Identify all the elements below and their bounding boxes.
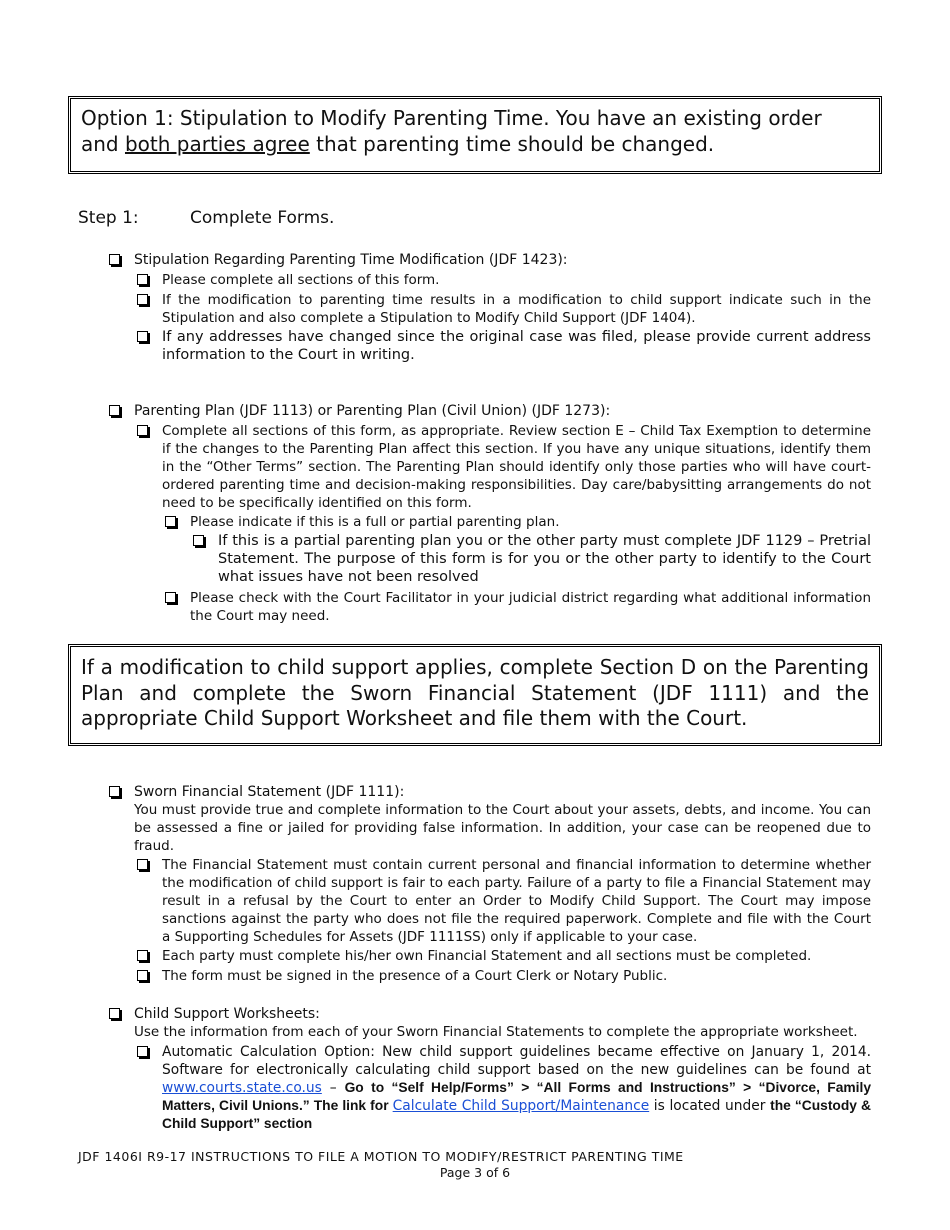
parenting-plan-sub-1a-text: Please indicate if this is a full or partial parenting plan. (190, 514, 560, 530)
parenting-plan-sub-1-text: Complete all sections of this form, as appropriate. Review section E – Child Tax Exemption to determine if the changes to the Parenting Plan affect this section. If you have any unique situations, identify them in the “Other Terms” section. The Parenting Plan should identify only those parties who will have court-ordered parenting time and decision-making responsibilities. Day care/babysitting arrangements do not need to be specifically identified on this form. (162, 423, 871, 511)
financial-statement-sub-2 (162, 947, 871, 965)
stipulation-sub-1 (162, 271, 871, 289)
stipulation-item (134, 251, 874, 269)
worksheets-item (134, 1005, 874, 1023)
checkbox-icon[interactable] (137, 331, 148, 342)
checkbox-icon[interactable] (109, 254, 120, 265)
courts-website-link[interactable]: www.courts.state.co.us (162, 1080, 322, 1096)
auto-calc-section: the “Custody & Child Support” section (162, 1098, 871, 1131)
checkbox-icon[interactable] (165, 592, 176, 603)
checkbox-icon[interactable] (137, 1046, 148, 1057)
option-1-line2-a: and (81, 132, 125, 156)
checkbox-icon[interactable] (109, 786, 120, 797)
checkbox-icon[interactable] (193, 535, 204, 546)
step-label: Step 1: (78, 208, 139, 228)
auto-calc-dash: – (321, 1080, 345, 1096)
parenting-plan-item (134, 402, 874, 420)
child-support-notice-text: If a modification to child support applies, complete Section D on the Parenting Plan and complete the Sworn Financial Statement (JDF 1111) and the appropriate Child Support Worksheet and file them with the Court. (81, 655, 869, 730)
parenting-plan-sub-1a-i (218, 532, 871, 586)
checkbox-icon[interactable] (109, 405, 120, 416)
checkbox-icon[interactable] (109, 1008, 120, 1019)
stipulation-sub-1-text: Please complete all sections of this form. (162, 272, 440, 288)
stipulation-sub-2 (162, 291, 871, 327)
worksheets-title: Child Support Worksheets: (134, 1006, 320, 1022)
checkbox-icon[interactable] (137, 859, 148, 870)
option-1-line2-b: that parenting time should be changed. (309, 132, 715, 156)
checkbox-icon[interactable] (137, 274, 148, 285)
financial-statement-sub-3-text: The form must be signed in the presence of a Court Clerk or Notary Public. (162, 968, 668, 984)
step-heading (78, 208, 335, 228)
child-support-notice-box (68, 644, 882, 746)
financial-statement-sub-3 (162, 967, 871, 985)
checkbox-icon[interactable] (137, 294, 148, 305)
checkbox-icon[interactable] (137, 970, 148, 981)
parenting-plan-sub-1 (162, 422, 871, 512)
stipulation-sub-3 (162, 328, 871, 364)
calculate-child-support-link[interactable]: Calculate Child Support/Maintenance (392, 1098, 650, 1114)
stipulation-sub-3-text: If any addresses have changed since the original case was filed, please provide current address information to the Court in writing. (162, 329, 871, 363)
auto-calc-instructions: Go to “Self Help/Forms” > “All Forms and Instructions” > “Divorce, Family Matters, Civil Unions.” The link for (162, 1080, 871, 1113)
option-1-box (68, 96, 882, 174)
checkbox-icon[interactable] (165, 516, 176, 527)
option-1-line2 (81, 131, 869, 157)
financial-statement-sub-2-text: Each party must complete his/her own Financial Statement and all sections must be completed. (162, 948, 812, 964)
auto-calc-text: Automatic Calculation Option: New child support guidelines became effective on January 1, 2014. Software for electronically calculating child support based on the new guidelines can be found at (162, 1044, 871, 1078)
parenting-plan-sub-1a (190, 513, 871, 531)
parenting-plan-title: Parenting Plan (JDF 1113) or Parenting Plan (Civil Union) (JDF 1273): (134, 403, 611, 419)
parenting-plan-sub-1a-i-text: If this is a partial parenting plan you or the other party must complete JDF 1129 – Pretrial Statement. The purpose of this form is for you or the other party to identify to the Court what issues have not been resolved (218, 533, 871, 585)
checkbox-icon[interactable] (137, 425, 148, 436)
automatic-calculation-option (162, 1043, 871, 1133)
step-title: Complete Forms. (190, 208, 335, 228)
both-parties-agree-text: both parties agree (124, 132, 310, 156)
option-1-line1: Option 1: Stipulation to Modify Parenting Time. You have an existing order (81, 106, 822, 130)
worksheets-intro: Use the information from each of your Sworn Financial Statements to complete the appropriate worksheet. (134, 1024, 858, 1040)
financial-statement-sub-1-text: The Financial Statement must contain current personal and financial information to determine whether the modification of child support is fair to each party. Failure of a party to file a Financial Statement may result in a refusal by the Court to enter an Order to Modify Child Support. The Court may impose sanctions against the party who does not file the required paperwork. Complete and file with the Court a Supporting Schedules for Assets (JDF 1111SS) only if applicable to your case. (162, 857, 871, 945)
stipulation-sub-2-text: If the modification to parenting time results in a modification to child support indicate such in the Stipulation and also complete a Stipulation to Modify Child Support (JDF 1404). (162, 292, 871, 326)
parenting-plan-sub-1b-text: Please check with the Court Facilitator in your judicial district regarding what additional information the Court may need. (190, 590, 871, 624)
footer-form-id: JDF 1406I R9-17 INSTRUCTIONS TO FILE A MOTION TO MODIFY/RESTRICT PARENTING TIME (78, 1149, 684, 1164)
parenting-plan-sub-1b (190, 589, 871, 625)
stipulation-title: Stipulation Regarding Parenting Time Modification (JDF 1423): (134, 252, 568, 268)
financial-statement-item (134, 783, 874, 801)
page-number: Page 3 of 6 (439, 1165, 511, 1180)
financial-statement-title: Sworn Financial Statement (JDF 1111): (134, 784, 405, 800)
financial-statement-sub-1 (162, 856, 871, 946)
checkbox-icon[interactable] (137, 950, 148, 961)
financial-statement-intro: You must provide true and complete information to the Court about your assets, debts, and income. You can be assessed a fine or jailed for providing false information. In addition, your case can be reopened due to fraud. (134, 802, 871, 854)
auto-calc-mid: is located under (649, 1098, 771, 1114)
